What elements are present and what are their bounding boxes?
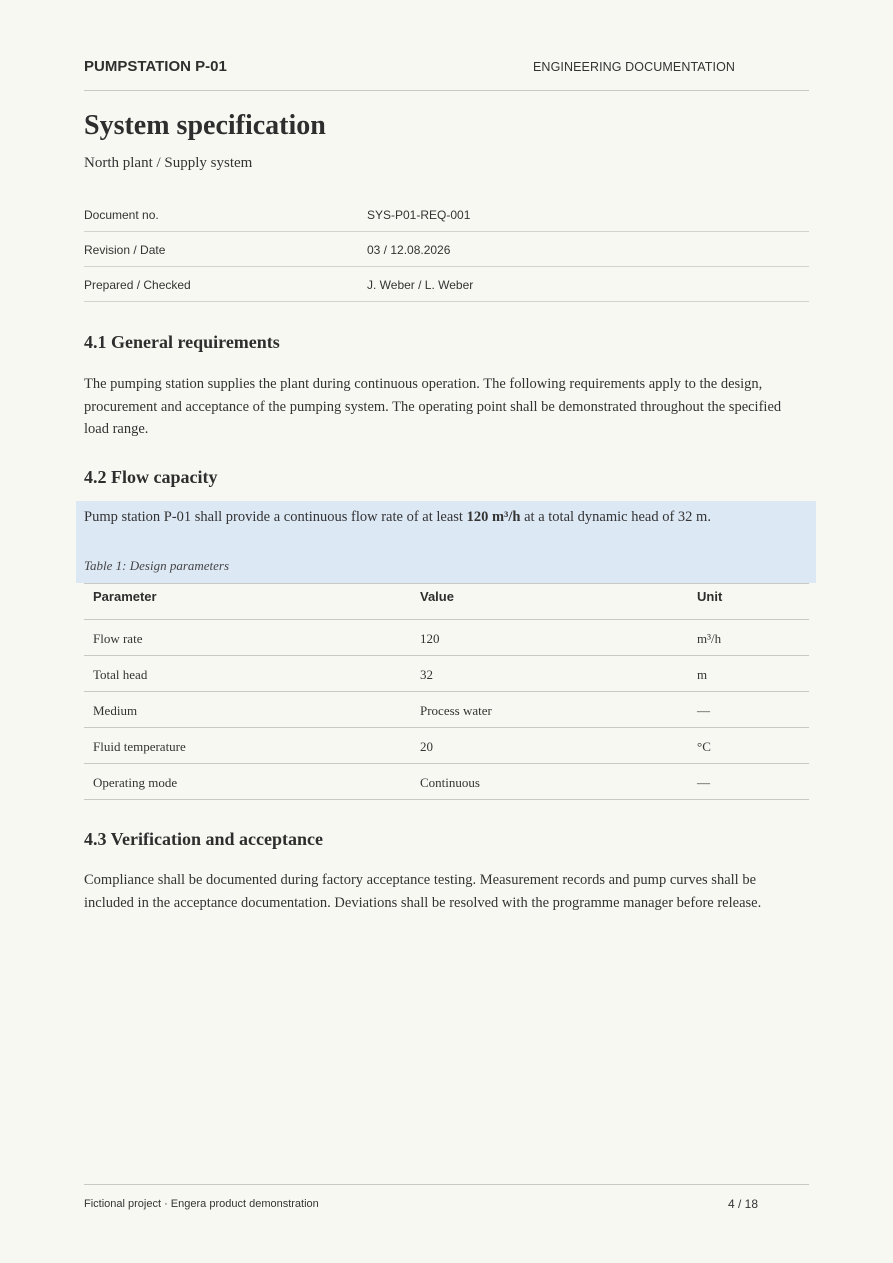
cell-value: Process water bbox=[420, 703, 492, 718]
cell-value: 120 bbox=[420, 631, 440, 646]
table-row bbox=[84, 620, 809, 656]
page-footer bbox=[84, 1184, 809, 1211]
requirement-text-post: at a total dynamic head of 32 m. bbox=[520, 509, 711, 525]
requirement-flow-value: 120 m³/h bbox=[466, 509, 521, 525]
document-meta-table bbox=[84, 197, 809, 302]
cell-unit: m³/h bbox=[697, 631, 722, 646]
document-type: ENGINEERING DOCUMENTATION bbox=[533, 60, 736, 74]
meta-row bbox=[84, 267, 809, 302]
table-row bbox=[84, 764, 809, 800]
cell-parameter: Fluid temperature bbox=[93, 739, 186, 754]
requirement-statement bbox=[84, 509, 711, 526]
cell-parameter: Operating mode bbox=[93, 775, 178, 790]
table-header-row bbox=[84, 584, 809, 620]
column-header-value: Value bbox=[420, 589, 454, 604]
meta-value: 03 / 12.08.2026 bbox=[367, 243, 451, 257]
page-number: 4 / 18 bbox=[728, 1197, 759, 1211]
cell-parameter: Medium bbox=[93, 703, 138, 718]
meta-row bbox=[84, 232, 809, 267]
cell-unit: — bbox=[697, 775, 710, 790]
cell-parameter: Total head bbox=[93, 667, 148, 682]
design-parameters-table bbox=[84, 583, 809, 800]
page-header bbox=[84, 58, 809, 91]
cell-unit: — bbox=[697, 703, 710, 718]
meta-label: Prepared / Checked bbox=[84, 278, 191, 292]
cell-unit: °C bbox=[697, 739, 711, 754]
table-caption: Table 1: Design parameters bbox=[84, 558, 230, 573]
meta-value: SYS-P01-REQ-001 bbox=[367, 208, 471, 222]
cell-value: Continuous bbox=[420, 775, 480, 790]
meta-row bbox=[84, 197, 809, 232]
page-title: System specification bbox=[84, 110, 326, 141]
cell-parameter: Flow rate bbox=[93, 631, 143, 646]
requirement-text-pre: Pump station P-01 shall provide a continuous flow rate of at least bbox=[84, 509, 467, 525]
table-row bbox=[84, 656, 809, 692]
footer-note: Fictional project · Engera product demonstration bbox=[84, 1198, 319, 1210]
table-row bbox=[84, 692, 809, 728]
cell-unit: m bbox=[697, 667, 708, 682]
meta-value: J. Weber / L. Weber bbox=[367, 278, 474, 292]
meta-label: Revision / Date bbox=[84, 243, 166, 257]
page-subtitle: North plant / Supply system bbox=[84, 155, 253, 171]
meta-label: Document no. bbox=[84, 208, 159, 222]
column-header-parameter: Parameter bbox=[93, 589, 157, 604]
cell-value: 20 bbox=[420, 739, 433, 754]
project-name: PUMPSTATION P-01 bbox=[84, 58, 227, 75]
section-heading-flow-capacity: 4.2 Flow capacity bbox=[84, 467, 218, 487]
section-text-general-requirements: The pumping station supplies the plant during continuous operation. The following requirements apply to the design, procurement and acceptance of the pumping system. The operating point shall be demonstrated throughout the specified load range. bbox=[84, 376, 782, 437]
section-heading-verification-acceptance: 4.3 Verification and acceptance bbox=[84, 829, 323, 849]
section-text-verification-acceptance: Compliance shall be documented during factory acceptance testing. Measurement records and pump curves shall be included in the acceptance documentation. Deviations shall be resolved with the programme manager before release. bbox=[84, 872, 762, 911]
column-header-unit: Unit bbox=[697, 589, 723, 604]
cell-value: 32 bbox=[420, 667, 433, 682]
section-heading-general-requirements: 4.1 General requirements bbox=[84, 332, 280, 352]
table-row bbox=[84, 728, 809, 764]
